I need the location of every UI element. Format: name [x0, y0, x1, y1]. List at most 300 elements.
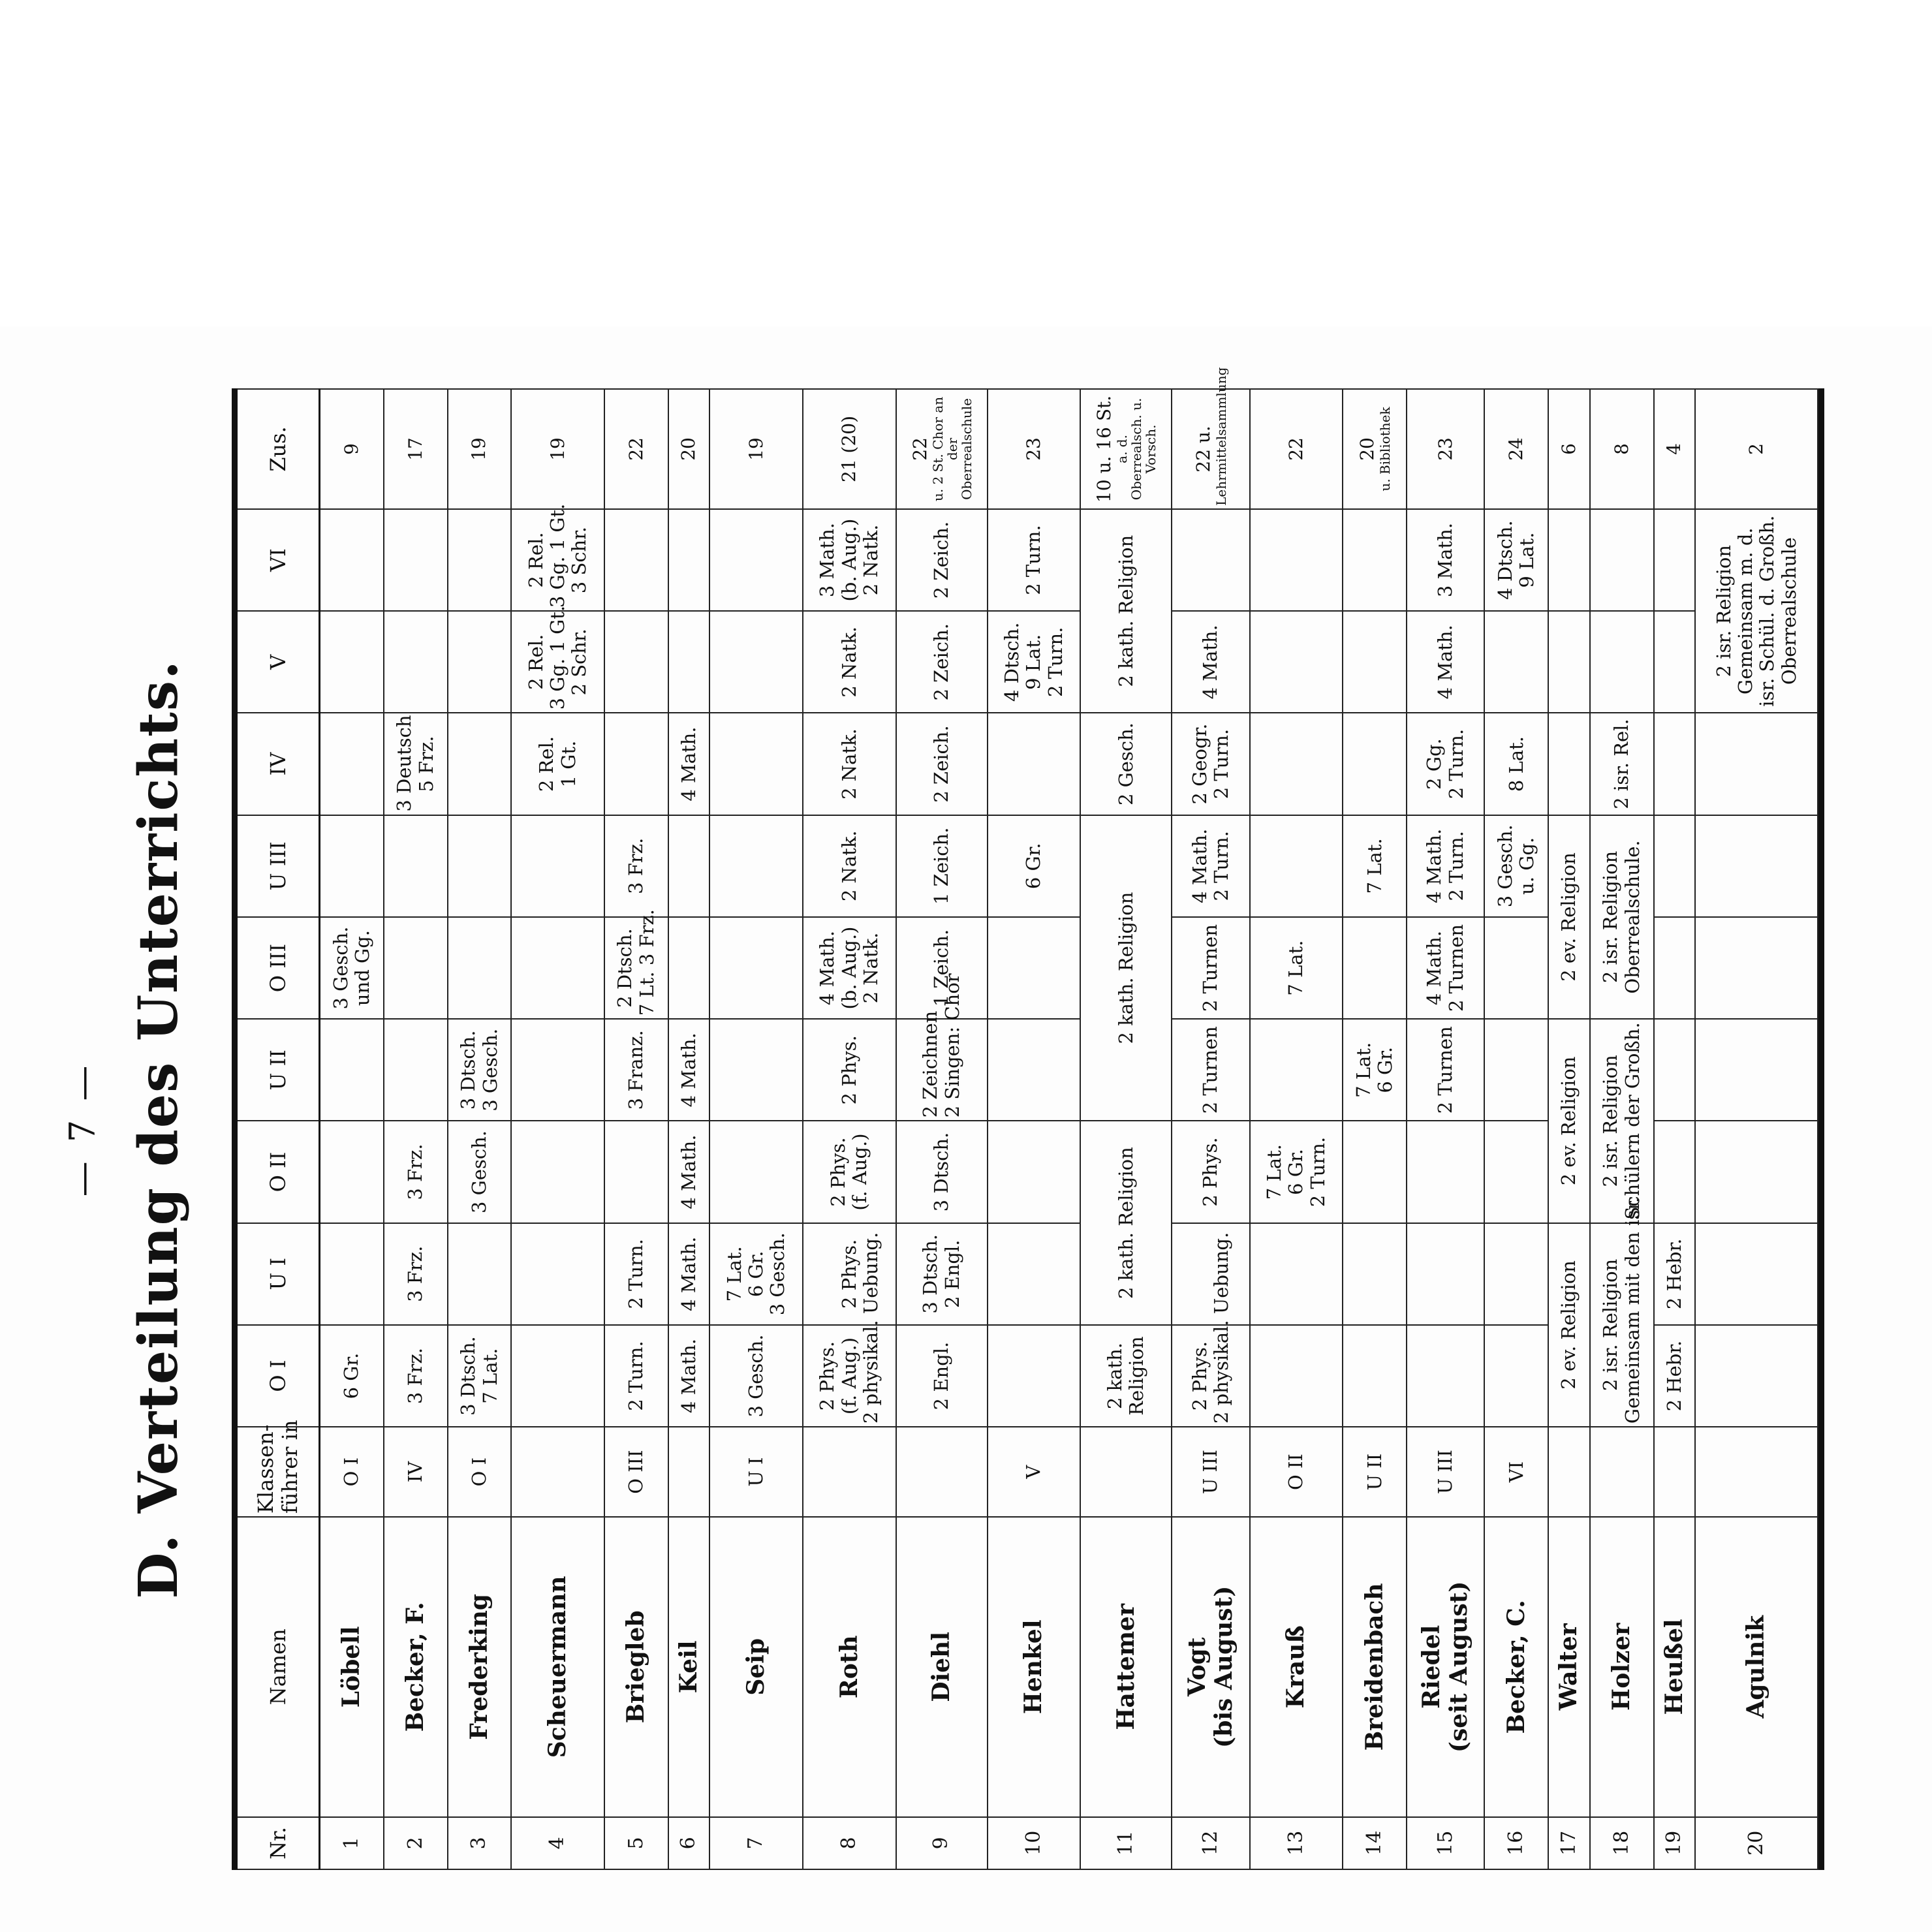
weekly-hours-value: 21 (20)	[838, 415, 860, 482]
cell-uii	[668, 1019, 710, 1121]
cell-oiii	[1407, 917, 1484, 1019]
teacher-name-line: Frederking	[465, 1593, 493, 1740]
row-number: 9	[896, 1817, 988, 1869]
cell-line: 2 Engl.	[941, 1239, 963, 1309]
weekly-hours-value: 17	[404, 437, 426, 461]
weekly-hours-total	[1484, 389, 1548, 509]
cell-line: 5 Frz.	[414, 736, 437, 792]
cell-line: 2 Phys.	[1199, 1137, 1222, 1207]
teacher-name-line: Becker, C.	[1502, 1600, 1530, 1734]
cell-uiii	[709, 815, 803, 917]
cell-uii	[709, 1019, 803, 1121]
cell-line: 6 Gr.	[1285, 1149, 1307, 1195]
class-leader-cell: O II	[1250, 1427, 1343, 1517]
cell-line: 2 Hebr.	[1662, 1340, 1685, 1412]
cell-line: 6 Gr.	[340, 1352, 363, 1399]
cell-oii	[896, 1121, 988, 1223]
weekly-hours-value: 22 u.	[1192, 426, 1214, 473]
row-number: 4	[511, 1817, 604, 1869]
cell-uiii	[604, 815, 668, 917]
cell-line: 2 Turnen	[1434, 1026, 1457, 1114]
cell-ui	[709, 1223, 803, 1325]
cell-oii	[604, 1121, 668, 1223]
cell-line: 6 Gr.	[1374, 1046, 1397, 1093]
cell-line: 2 Turn.	[1022, 525, 1045, 595]
page-sheet	[0, 326, 1932, 1932]
teaching-distribution-table	[238, 367, 1818, 1870]
teacher-name	[709, 1517, 803, 1817]
cell-oi	[384, 1325, 448, 1427]
weekly-hours-total	[988, 389, 1081, 509]
cell-uii	[511, 1019, 604, 1121]
cell-oi	[448, 1325, 512, 1427]
header-class-oiii: O III	[238, 917, 320, 1019]
cell-vi	[988, 509, 1081, 611]
cell-line: 3 Gesch.	[1493, 824, 1516, 908]
religion-span: 2 isr. Rel.	[1590, 713, 1654, 815]
religion-span: 2 ev. Religion	[1548, 1019, 1590, 1223]
row-number: 7	[709, 1817, 803, 1869]
cell-oiii	[604, 909, 668, 1019]
cell-line: 4 Math.	[677, 726, 700, 802]
weekly-hours-value: 10 u. 16 St.	[1093, 395, 1115, 503]
cell-oiii	[896, 917, 988, 1019]
religion-span	[1590, 815, 1654, 1020]
cell-vi	[384, 509, 448, 611]
cell-line: 3 Dtsch.	[919, 1234, 942, 1314]
weekly-hours-value: 4	[1663, 443, 1685, 455]
cell-v	[803, 611, 896, 713]
cell-line: 3 Gesch.	[467, 1130, 490, 1214]
cell-v	[668, 611, 710, 713]
cell-line: 4 Math.	[1423, 930, 1446, 1006]
cell-line: 2 Rel.	[524, 634, 547, 690]
table-row	[1484, 389, 1548, 1869]
table-row	[511, 389, 604, 1869]
cell-uii	[1407, 1019, 1484, 1121]
cell-line: 6 Gr.	[1022, 843, 1045, 890]
cell-line: 3 Schr.	[568, 526, 591, 594]
teacher-name	[448, 1517, 512, 1817]
weekly-hours-value: 19	[745, 437, 767, 461]
cell-vi	[1548, 509, 1590, 611]
cell-line: 2 Zeich.	[929, 623, 952, 701]
cell-line: 7 Lat.	[478, 1348, 501, 1404]
cell-ui	[1695, 1223, 1818, 1325]
weekly-hours-total	[896, 389, 988, 509]
class-leader-cell	[1590, 1427, 1654, 1517]
religion-span-line: 2 isr. Religion	[1599, 1055, 1622, 1187]
cell-line: 2 Turnen	[1199, 924, 1222, 1012]
page-number: — 7 —	[62, 1061, 103, 1197]
teacher-name	[604, 1517, 668, 1817]
weekly-hours-total	[1548, 389, 1590, 509]
cell-uiii	[1407, 815, 1484, 917]
cell-line: 2 Dtsch.	[614, 928, 636, 1008]
cell-oiii	[988, 917, 1081, 1019]
teacher-name	[668, 1517, 710, 1817]
header-row	[238, 389, 320, 1869]
cell-oiii	[384, 917, 448, 1019]
cell-uiii	[1250, 815, 1343, 917]
cell-oiii	[1654, 917, 1696, 1019]
cell-ui	[448, 1223, 512, 1325]
cell-line: (f. Aug.)	[849, 1133, 871, 1211]
teacher-name-line: Holzer	[1608, 1623, 1636, 1711]
cell-line: 9 Lat.	[1516, 532, 1538, 588]
weekly-hours-total	[604, 389, 668, 509]
row-number: 5	[604, 1817, 668, 1869]
cell-vi	[604, 509, 668, 611]
cell-line: 2 Natk.	[837, 626, 860, 698]
cell-line: 2 Rel.	[535, 736, 558, 792]
cell-uiii	[988, 815, 1081, 917]
cell-vi	[668, 509, 710, 611]
cell-line: 3 Gesch.	[745, 1334, 768, 1418]
cell-line: 4 Math.	[1199, 625, 1222, 700]
cell-line: 2 Turn.	[625, 1341, 647, 1411]
weekly-hours-total	[1080, 389, 1172, 509]
cell-line: 4 Math.	[1434, 625, 1457, 700]
row-number: 13	[1250, 1817, 1343, 1869]
teacher-name-line: Riedel	[1418, 1625, 1446, 1709]
weekly-hours-total	[1590, 389, 1654, 509]
header-class-leader	[238, 1420, 320, 1517]
teacher-name	[1484, 1517, 1548, 1817]
cell-v	[1343, 611, 1407, 713]
header-sum: Zus.	[238, 389, 320, 509]
cell-v	[1590, 611, 1654, 713]
header-class-uii: U II	[238, 1019, 320, 1121]
cell-line: 7 Lat.	[1363, 838, 1386, 894]
cell-line: 2 Phys.	[837, 1239, 860, 1309]
religion-span	[1590, 1197, 1654, 1427]
header-class-uiii: U III	[238, 815, 320, 917]
cell-line: 7 Lat.	[723, 1246, 745, 1302]
class-leader-cell	[511, 1427, 604, 1517]
weekly-hours-total	[384, 389, 448, 509]
cell-oii	[988, 1121, 1081, 1223]
table-row	[668, 389, 710, 1869]
cell-line: 2 Geogr.	[1188, 723, 1211, 805]
teacher-name	[1407, 1517, 1484, 1817]
cell-line: 7 Lat.	[1285, 940, 1307, 996]
teacher-name-line: Scheuermann	[543, 1576, 571, 1758]
teacher-name-line: Walter	[1555, 1623, 1583, 1711]
teacher-name-line: (bis August)	[1210, 1585, 1238, 1748]
cell-line: (f. Aug.)	[837, 1337, 860, 1415]
cell-line: 2 Phys.	[826, 1137, 849, 1207]
cell-line: (b. Aug.)	[837, 518, 860, 602]
teacher-name-line: Seip	[742, 1638, 770, 1696]
row-number: 17	[1548, 1817, 1590, 1869]
weekly-hours-value: 9	[340, 443, 362, 455]
cell-oiii	[511, 917, 604, 1019]
cell-vi	[320, 509, 384, 611]
class-leader-cell: O III	[604, 1427, 668, 1517]
weekly-hours-value: 24	[1505, 437, 1527, 461]
cell-line: 4 Math.	[677, 1033, 700, 1108]
weekly-hours-value: 2	[1745, 443, 1768, 455]
weekly-hours-value: 19	[468, 437, 490, 461]
cell-v	[1654, 611, 1696, 713]
cell-iv	[1343, 713, 1407, 815]
cell-line: 2 physikal. Uebung.	[859, 1232, 882, 1424]
cell-line: 9 Lat.	[1022, 634, 1045, 690]
weekly-hours-total	[320, 389, 384, 509]
table-row	[1590, 389, 1654, 1869]
cell-v	[604, 611, 668, 713]
cell-vi	[1343, 509, 1407, 611]
cell-line: 2 Gesch.	[1114, 723, 1137, 806]
cell-uiii	[1484, 815, 1548, 917]
row-number: 11	[1080, 1817, 1172, 1869]
cell-line: 2 Natk.	[859, 524, 882, 596]
row-number: 16	[1484, 1817, 1548, 1869]
cell-line: 6 Gr.	[745, 1251, 768, 1298]
cell-iv	[896, 713, 988, 815]
cell-line: 3 Deutsch	[393, 715, 416, 812]
cell-oi	[1484, 1325, 1548, 1427]
teacher-name	[1695, 1517, 1818, 1817]
header-class-v: V	[238, 611, 320, 713]
cell-line: 2 Engl.	[929, 1341, 952, 1410]
cell-oi	[668, 1325, 710, 1427]
cell-oii	[1484, 1121, 1548, 1223]
cell-iv	[1654, 713, 1696, 815]
teaching-distribution-table-frame	[232, 367, 1824, 1870]
weekly-hours-total	[1250, 389, 1343, 509]
class-leader-cell: VI	[1484, 1427, 1548, 1517]
music-drawing-span-line: 2 Singen: Chor	[941, 973, 963, 1118]
cell-oiii	[709, 917, 803, 1019]
cell-uiii	[384, 815, 448, 917]
cell-line: 2 Rel.	[524, 532, 547, 588]
teacher-name-line: Keil	[674, 1640, 702, 1694]
cell-line: 4 Math.	[677, 1236, 700, 1311]
cell-ui	[1343, 1223, 1407, 1325]
cell-line: 2 Turn.	[1444, 831, 1467, 901]
cell-iv	[803, 713, 896, 815]
cell-line: und Gg.	[351, 929, 373, 1006]
cell-line: 2 Zeich.	[929, 725, 952, 803]
table-row	[1080, 389, 1172, 1869]
cell-iv	[511, 713, 604, 815]
cell-ui	[896, 1223, 988, 1325]
cell-v	[1548, 611, 1590, 713]
cell-ui	[320, 1223, 384, 1325]
teacher-name-line: Agulnik	[1742, 1615, 1770, 1719]
cell-oii	[1343, 1121, 1407, 1223]
cell-line: 3 Math.	[1434, 522, 1457, 598]
cell-oii	[1250, 1121, 1343, 1223]
cell-line: 3 Franz.	[625, 1030, 647, 1110]
cell-oi	[1172, 1232, 1249, 1427]
row-number: 1	[320, 1817, 384, 1869]
weekly-hours-value: 19	[546, 437, 569, 461]
cell-line: 2 Turn.	[1044, 627, 1067, 698]
cell-oiii	[1172, 917, 1249, 1019]
cell-iv	[448, 713, 512, 815]
teacher-name	[511, 1517, 604, 1817]
cell-line: 3 Dtsch.	[457, 1336, 480, 1416]
class-leader-cell	[1695, 1427, 1818, 1517]
cell-line: 3 Frz.	[625, 837, 647, 894]
teacher-name-line: Breidenbach	[1360, 1583, 1388, 1751]
religion-span: 2 ev. Religion	[1548, 1223, 1590, 1427]
cell-uii	[988, 1019, 1081, 1121]
cell-oiii	[1695, 917, 1818, 1019]
cell-vi	[1250, 509, 1343, 611]
cell-line: 7 Lat.	[1352, 1042, 1375, 1098]
class-leader-cell: IV	[384, 1427, 448, 1517]
class-leader-cell: U I	[709, 1427, 803, 1517]
cell-oi	[320, 1325, 384, 1427]
cell-iv	[1250, 713, 1343, 815]
row-number: 18	[1590, 1817, 1654, 1869]
cell-uiii	[1654, 815, 1696, 917]
cell-ui	[668, 1223, 710, 1325]
header-class-iv: IV	[238, 713, 320, 815]
teacher-name-line: Hattemer	[1112, 1604, 1140, 1730]
cell-line: (b. Aug.)	[837, 926, 860, 1010]
cell-vi	[709, 509, 803, 611]
cell-vi	[1484, 509, 1548, 611]
table-row	[448, 389, 512, 1869]
religion-span-line: 2 isr. Religion	[1599, 1258, 1622, 1392]
cell-line: 3 Gesch.	[329, 926, 352, 1010]
cell-iv	[709, 713, 803, 815]
header-class-vi: VI	[238, 509, 320, 611]
cell-line: 2 Turn.	[625, 1239, 647, 1309]
weekly-hours-value: 23	[1434, 437, 1456, 461]
cell-line: 2 Schr.	[568, 629, 591, 696]
row-number: 6	[668, 1817, 710, 1869]
religion-span	[1590, 1019, 1654, 1223]
weekly-hours-total	[1407, 389, 1484, 509]
teacher-name	[1080, 1517, 1172, 1817]
cell-iv	[668, 713, 710, 815]
cell-ui	[384, 1223, 448, 1325]
weekly-hours-value: 22	[909, 437, 931, 461]
row-number: 3	[448, 1817, 512, 1869]
cell-oi	[709, 1325, 803, 1427]
table-body	[320, 367, 1818, 1869]
cell-uii	[320, 1019, 384, 1121]
cell-line: 3 Gg. 1 Gt.	[546, 503, 569, 608]
table-row	[988, 389, 1081, 1869]
religion-span-line: 2 isr. Religion	[1599, 850, 1622, 984]
class-leader-cell: U II	[1343, 1427, 1407, 1517]
religion-span: 2 kath. Religion	[1080, 1325, 1172, 1427]
cell-vi	[1407, 509, 1484, 611]
teacher-name-line: Heußel	[1660, 1619, 1688, 1715]
cell-uii	[1250, 1019, 1343, 1121]
cell-line: 2 Hebr.	[1662, 1238, 1685, 1310]
weekly-hours-note: u. 2 St. Chor an der Oberrealschule	[929, 396, 974, 501]
cell-oii	[384, 1121, 448, 1223]
teacher-name	[1343, 1517, 1407, 1817]
header-name: Namen	[238, 1517, 320, 1817]
cell-uii	[604, 1019, 668, 1121]
cell-oiii	[1250, 917, 1343, 1019]
cell-line: 4 Math.	[816, 930, 839, 1006]
religion-span	[1695, 509, 1818, 713]
teacher-name-line: (seit August)	[1444, 1581, 1472, 1753]
table-row	[709, 389, 803, 1869]
cell-oii	[803, 1121, 896, 1223]
weekly-hours-total	[668, 389, 710, 509]
cell-line: 1 Zeich.	[929, 929, 952, 1007]
cell-oii	[1407, 1121, 1484, 1223]
header-class-ui: U I	[238, 1223, 320, 1325]
cell-uiii	[668, 815, 710, 917]
religion-span-line: Oberrealschule	[1777, 537, 1800, 685]
cell-line: 2 Phys.	[837, 1035, 860, 1105]
cell-v	[1172, 611, 1249, 713]
weekly-hours-total	[1654, 389, 1696, 509]
cell-oii	[448, 1121, 512, 1223]
weekly-hours-total	[448, 389, 512, 509]
teacher-name-line: Krauß	[1282, 1625, 1310, 1709]
cell-v	[448, 611, 512, 713]
teacher-name	[896, 1517, 988, 1817]
table-row	[1695, 389, 1818, 1869]
religion-span-line: Gemeinsam m. d.	[1734, 527, 1756, 694]
cell-iv	[1172, 713, 1249, 815]
weekly-hours-value: 22	[1285, 437, 1307, 461]
religion-span: 2 kath. Religion	[1080, 1121, 1172, 1325]
header-class-leader-line: Klassen-	[253, 1424, 279, 1514]
religion-span-line: Schülern der Großh.	[1621, 1022, 1644, 1220]
cell-line: 2 Natk.	[837, 830, 860, 902]
teacher-name-line: Roth	[835, 1635, 863, 1699]
table-row	[1343, 389, 1407, 1869]
table-row	[1250, 389, 1343, 1869]
class-leader-cell: O I	[448, 1427, 512, 1517]
cell-uii	[1654, 1019, 1696, 1121]
cell-line: 4 Dtsch.	[1493, 520, 1516, 600]
teacher-name-line: Diehl	[927, 1631, 955, 1702]
cell-line: 3 Frz.	[404, 1245, 427, 1302]
cell-line: 2 Natk.	[837, 728, 860, 800]
cell-ui	[1654, 1223, 1696, 1325]
cell-uii	[448, 1019, 512, 1121]
weekly-hours-value: 23	[1022, 437, 1044, 461]
class-leader-cell	[896, 1427, 988, 1517]
weekly-hours-total	[1343, 389, 1407, 509]
table-row	[1654, 389, 1696, 1869]
cell-line: 2 physikal. Uebung.	[1210, 1232, 1233, 1424]
cell-uiii	[803, 815, 896, 917]
weekly-hours-total	[1695, 389, 1818, 509]
cell-oi	[803, 1232, 896, 1427]
class-leader-cell: U III	[1172, 1427, 1249, 1517]
cell-line: u. Gg.	[1516, 837, 1538, 895]
cell-uiii	[896, 815, 988, 917]
weekly-hours-total	[1172, 367, 1249, 509]
cell-oi	[1343, 1325, 1407, 1427]
cell-uiii	[1343, 815, 1407, 917]
cell-oi	[511, 1325, 604, 1427]
cell-iv	[988, 713, 1081, 815]
cell-vi	[896, 509, 988, 611]
class-leader-cell: U III	[1407, 1427, 1484, 1517]
cell-iv	[320, 713, 384, 815]
cell-v	[709, 611, 803, 713]
class-leader-cell	[1548, 1427, 1590, 1517]
cell-oii	[1654, 1121, 1696, 1223]
